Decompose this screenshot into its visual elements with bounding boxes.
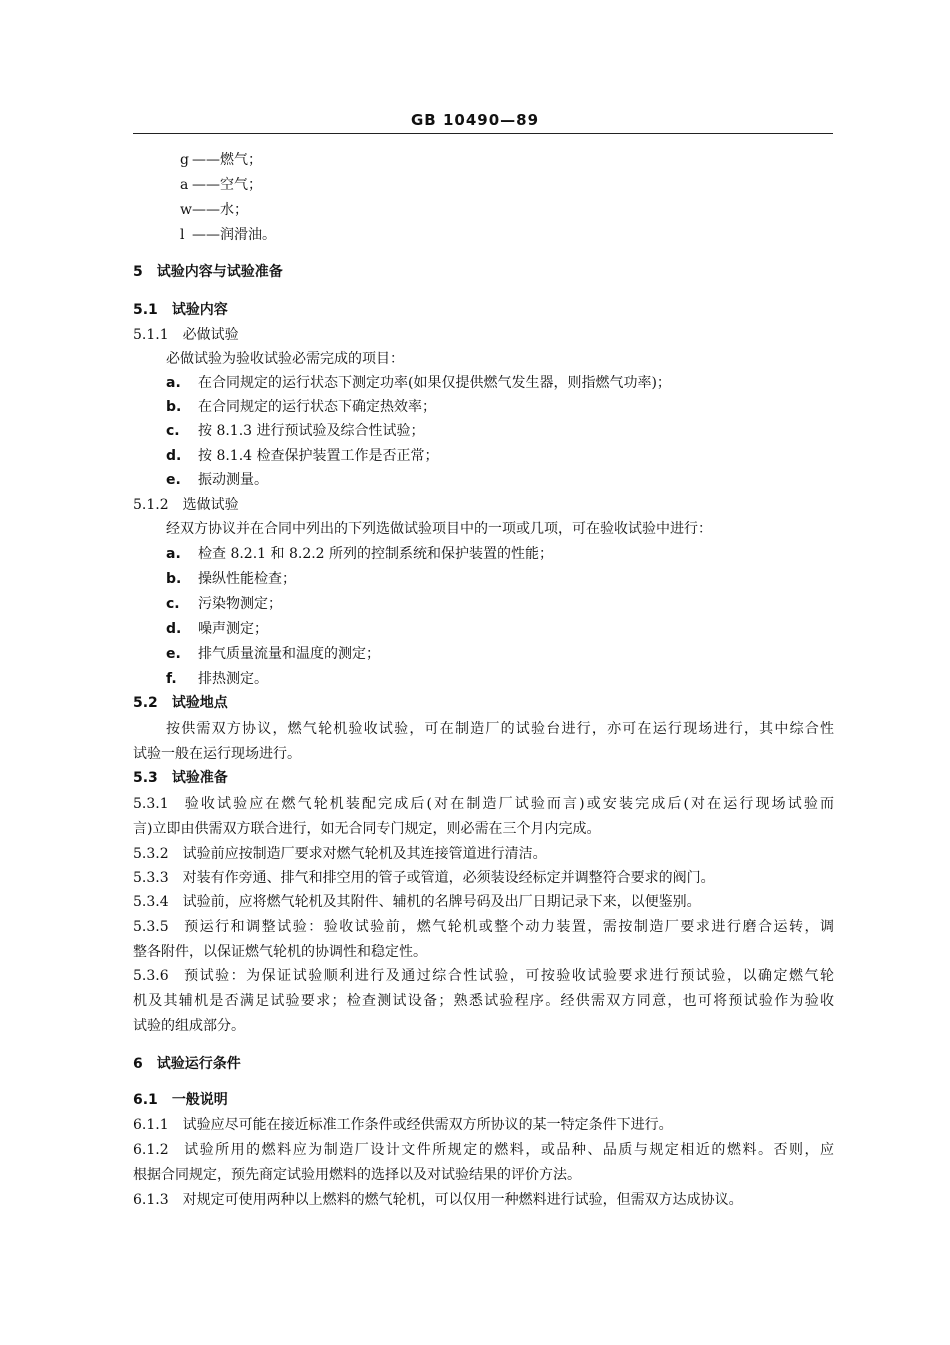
section-5-3-6-text: 机及其辅机是否满足试验要求；检查测试设备；熟悉试验程序。经供需双方同意，也可将预试验作为验收 [133, 993, 834, 1009]
section-5-2-heading: 5.2 试验地点 [133, 695, 228, 711]
section-5-3-3-text: 5.3.3 对装有作旁通、排气和排空用的管子或管道，必须装设经标定并调整符合要求的阀门。 [133, 870, 715, 886]
symbol-item: w——水； [180, 202, 248, 218]
section-5-1-2-heading: 5.1.2 选做试验 [133, 497, 239, 513]
section-5-1-1-heading: 5.1.1 必做试验 [133, 327, 239, 343]
symbol-item: a ——空气； [180, 177, 262, 193]
list-item: a. 在合同规定的运行状态下测定功率(如果仅提供燃气发生器，则指燃气功率)； [166, 375, 671, 391]
section-5-3-1-text: 言)立即由供需双方联合进行，如无合同专门规定，则必需在三个月内完成。 [133, 821, 601, 837]
section-6-heading: 6 试验运行条件 [133, 1056, 241, 1072]
header-rule [133, 133, 833, 134]
section-5-heading: 5 试验内容与试验准备 [133, 264, 283, 280]
section-5-3-heading: 5.3 试验准备 [133, 770, 228, 786]
section-5-1-2-intro: 经双方协议并在合同中列出的下列选做试验项目中的一项或几项，可在验收试验中进行： [166, 521, 712, 537]
section-5-1-heading: 5.1 试验内容 [133, 302, 228, 318]
list-item: f. 排热测定。 [166, 671, 268, 687]
section-6-1-3-text: 6.1.3 对规定可使用两种以上燃料的燃气轮机，可以仅用一种燃料进行试验，但需双方达成协议。 [133, 1192, 743, 1208]
section-6-1-1-text: 6.1.1 试验应尽可能在接近标准工作条件或经供需双方所协议的某一特定条件下进行。 [133, 1117, 673, 1133]
list-item: e. 排气质量流量和温度的测定； [166, 646, 380, 662]
symbol-item: g ——燃气； [180, 152, 262, 168]
list-item: c. 按 8.1.3 进行预试验及综合性试验； [166, 423, 425, 439]
list-item: a. 检查 8.2.1 和 8.2.2 所列的控制系统和保护装置的性能； [166, 546, 554, 562]
section-5-3-5-text: 5.3.5 预运行和调整试验：验收试验前，燃气轮机或整个动力装置，需按制造厂要求进行磨合运转，调 [133, 919, 834, 935]
section-5-3-1-text: 5.3.1 验收试验应在燃气轮机装配完成后(对在制造厂试验而言)或安装完成后(对在运行现场试验而 [133, 796, 834, 812]
section-6-1-2-text: 6.1.2 试验所用的燃料应为制造厂设计文件所规定的燃料，或品种、品质与规定相近的燃料。否则，应 [133, 1142, 834, 1158]
list-item: d. 按 8.1.4 检查保护装置工作是否正常； [166, 448, 439, 464]
list-item: d. 噪声测定； [166, 621, 268, 637]
list-item: c. 污染物测定； [166, 596, 282, 612]
section-5-3-6-text: 5.3.6 预试验：为保证试验顺利进行及通过综合性试验，可按验收试验要求进行预试验，以确定燃气轮 [133, 968, 834, 984]
page-header: GB 10490—89 [410, 111, 540, 129]
section-5-3-4-text: 5.3.4 试验前，应将燃气轮机及其附件、辅机的名牌号码及出厂日期记录下来，以便鉴别。 [133, 894, 701, 910]
list-item: b. 操纵性能检查； [166, 571, 296, 587]
section-6-1-heading: 6.1 一般说明 [133, 1092, 228, 1108]
section-5-3-6-text: 试验的组成部分。 [133, 1018, 245, 1034]
section-5-1-1-intro: 必做试验为验收试验必需完成的项目： [166, 351, 404, 367]
list-item: b. 在合同规定的运行状态下确定热效率； [166, 399, 436, 415]
section-6-1-2-text: 根据合同规定，预先商定试验用燃料的选择以及对试验结果的评价方法。 [133, 1167, 581, 1183]
list-item: e. 振动测量。 [166, 472, 268, 488]
section-5-3-5-text: 整各附件，以保证燃气轮机的协调性和稳定性。 [133, 944, 427, 960]
symbol-item: l ——润滑油。 [180, 227, 276, 243]
section-5-2-text: 按供需双方协议，燃气轮机验收试验，可在制造厂的试验台进行，亦可在运行现场进行，其中综合性 [166, 721, 834, 737]
section-5-3-2-text: 5.3.2 试验前应按制造厂要求对燃气轮机及其连接管道进行清洁。 [133, 846, 547, 862]
section-5-2-text: 试验一般在运行现场进行。 [133, 746, 301, 762]
